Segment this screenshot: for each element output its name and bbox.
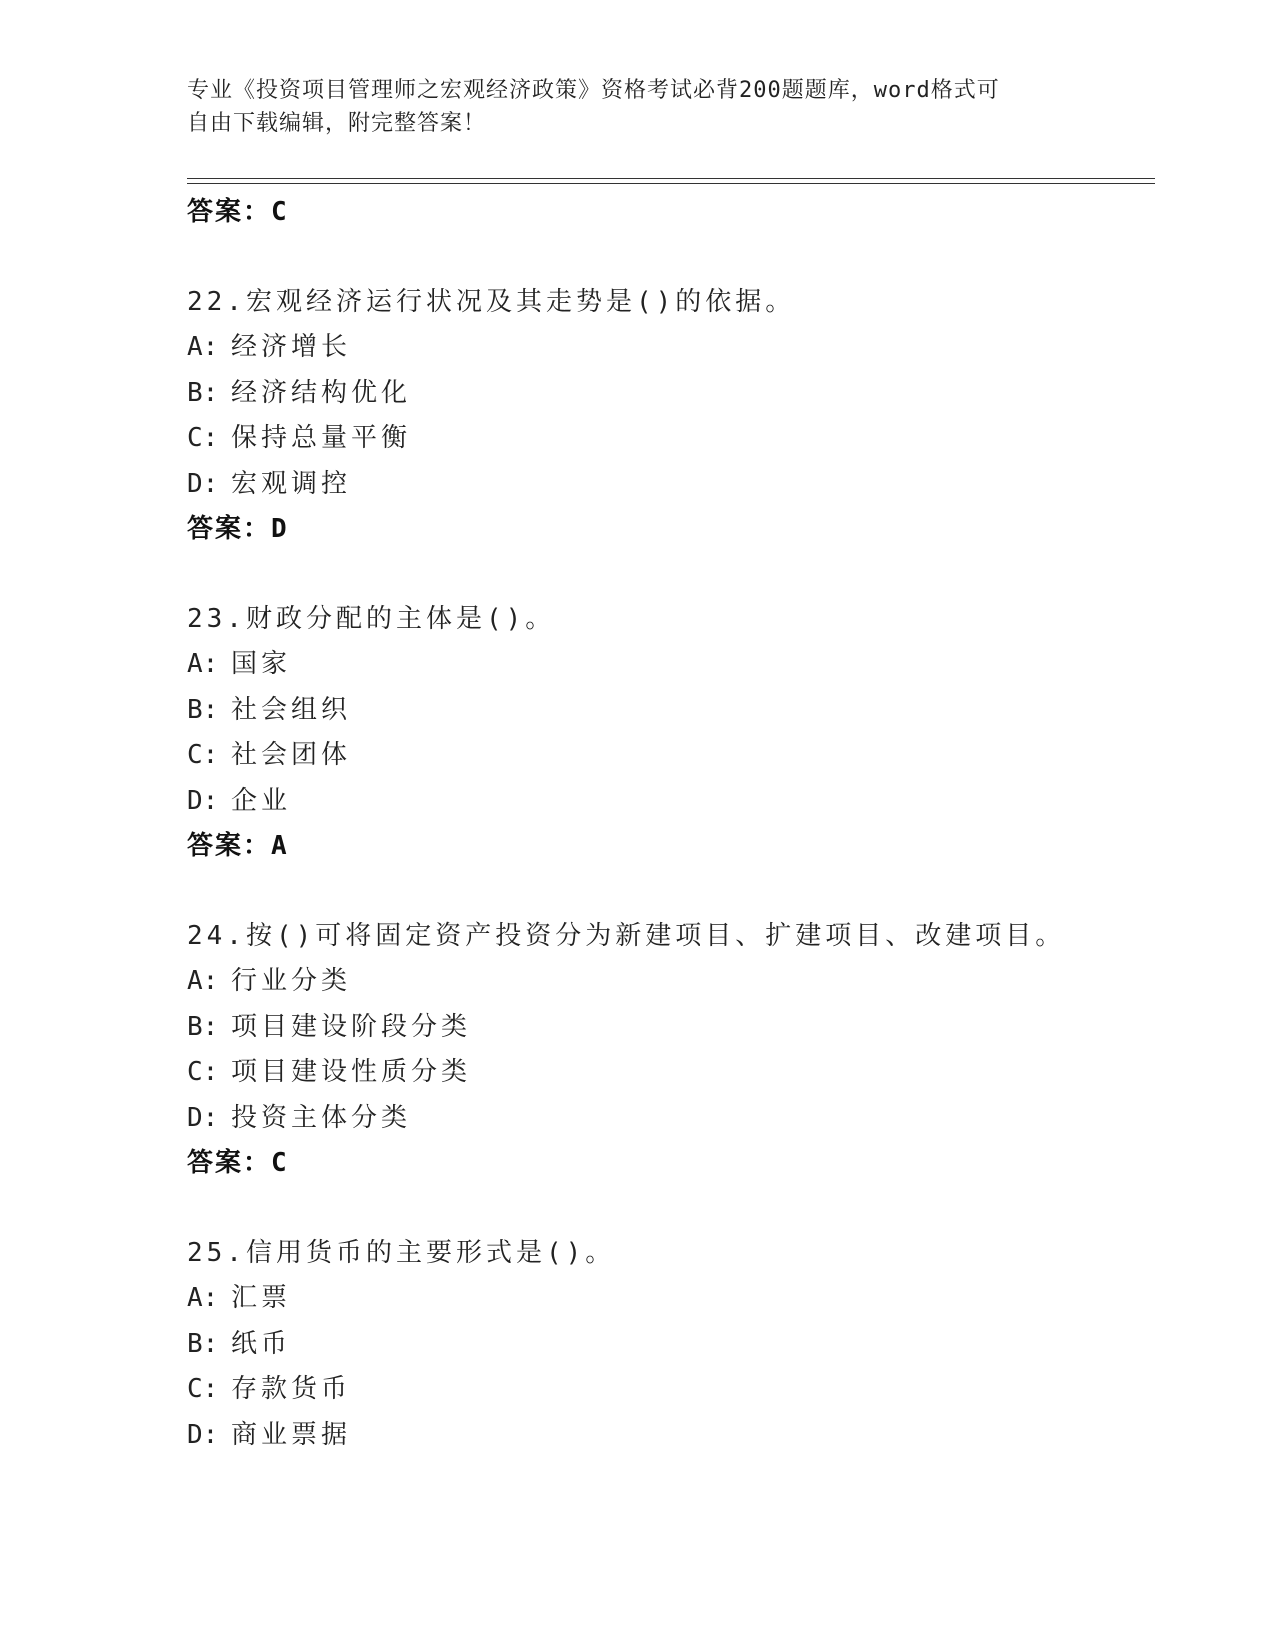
option-d (187, 462, 1155, 508)
question-23 (187, 597, 1155, 870)
spacer (187, 236, 1155, 280)
option-letter: C: (187, 740, 219, 770)
option-letter: D: (187, 1419, 219, 1450)
option-text: 汇票 (231, 1283, 292, 1313)
option-letter: C: (187, 423, 219, 453)
question-22 (187, 280, 1155, 553)
option-b (187, 371, 1155, 417)
option-text: 保持总量平衡 (231, 423, 412, 453)
option-letter: C: (187, 1057, 219, 1087)
answer: 答案：D (187, 514, 289, 544)
option-letter: B: (187, 1328, 219, 1359)
option-text: 企业 (231, 785, 292, 816)
option-text: 投资主体分类 (231, 1102, 412, 1133)
option-letter: C: (187, 1374, 219, 1404)
option-text: 国家 (231, 649, 292, 679)
option-letter: B: (187, 377, 219, 408)
option-letter: B: (187, 694, 219, 725)
option-a (187, 959, 1155, 1005)
question-stem: 22.宏观经济运行状况及其走势是()的依据。 (187, 286, 796, 317)
option-letter: D: (187, 785, 219, 816)
question-stem: 25.信用货币的主要形式是()。 (187, 1237, 616, 1268)
option-a (187, 642, 1155, 688)
option-text: 行业分类 (231, 966, 352, 996)
option-a (187, 325, 1155, 371)
answer: 答案：A (187, 831, 289, 861)
question-stem: 24.按()可将固定资产投资分为新建项目、扩建项目、改建项目。 (187, 920, 1066, 951)
spacer (187, 553, 1155, 597)
option-text: 纸币 (231, 1328, 292, 1359)
option-text: 经济增长 (231, 332, 352, 362)
option-c (187, 416, 1155, 462)
question-list (187, 190, 1155, 1458)
option-c (187, 733, 1155, 779)
answer: 答案：C (187, 1148, 289, 1178)
option-d (187, 1096, 1155, 1142)
header-divider-top (187, 178, 1155, 179)
option-letter: B: (187, 1011, 219, 1042)
option-text: 经济结构优化 (231, 377, 412, 408)
option-text: 项目建设阶段分类 (231, 1011, 472, 1042)
option-text: 商业票据 (231, 1419, 352, 1450)
option-text: 项目建设性质分类 (231, 1057, 472, 1087)
option-text: 存款货币 (231, 1374, 352, 1404)
option-text: 社会组织 (231, 694, 352, 725)
option-c (187, 1367, 1155, 1413)
option-letter: A: (187, 966, 219, 996)
option-d (187, 779, 1155, 825)
option-d (187, 1413, 1155, 1459)
spacer (187, 870, 1155, 914)
document-header (187, 74, 1087, 140)
option-letter: D: (187, 1102, 219, 1133)
spacer (187, 1187, 1155, 1231)
option-letter: A: (187, 649, 219, 679)
header-line-2: 自由下载编辑，附完整答案！ (187, 111, 487, 136)
answer-21: 答案：C (187, 197, 289, 227)
header-divider-bottom (187, 183, 1155, 184)
option-letter: A: (187, 1283, 219, 1313)
option-letter: D: (187, 468, 219, 499)
option-text: 宏观调控 (231, 468, 352, 499)
header-line-1: 专业《投资项目管理师之宏观经济政策》资格考试必背200题题库，word格式可 (187, 78, 1000, 103)
option-b (187, 1005, 1155, 1051)
option-c (187, 1050, 1155, 1096)
option-b (187, 688, 1155, 734)
question-24 (187, 914, 1155, 1187)
question-25 (187, 1231, 1155, 1459)
option-a (187, 1276, 1155, 1322)
option-b (187, 1322, 1155, 1368)
option-text: 社会团体 (231, 740, 352, 770)
question-stem: 23.财政分配的主体是()。 (187, 603, 556, 634)
option-letter: A: (187, 332, 219, 362)
